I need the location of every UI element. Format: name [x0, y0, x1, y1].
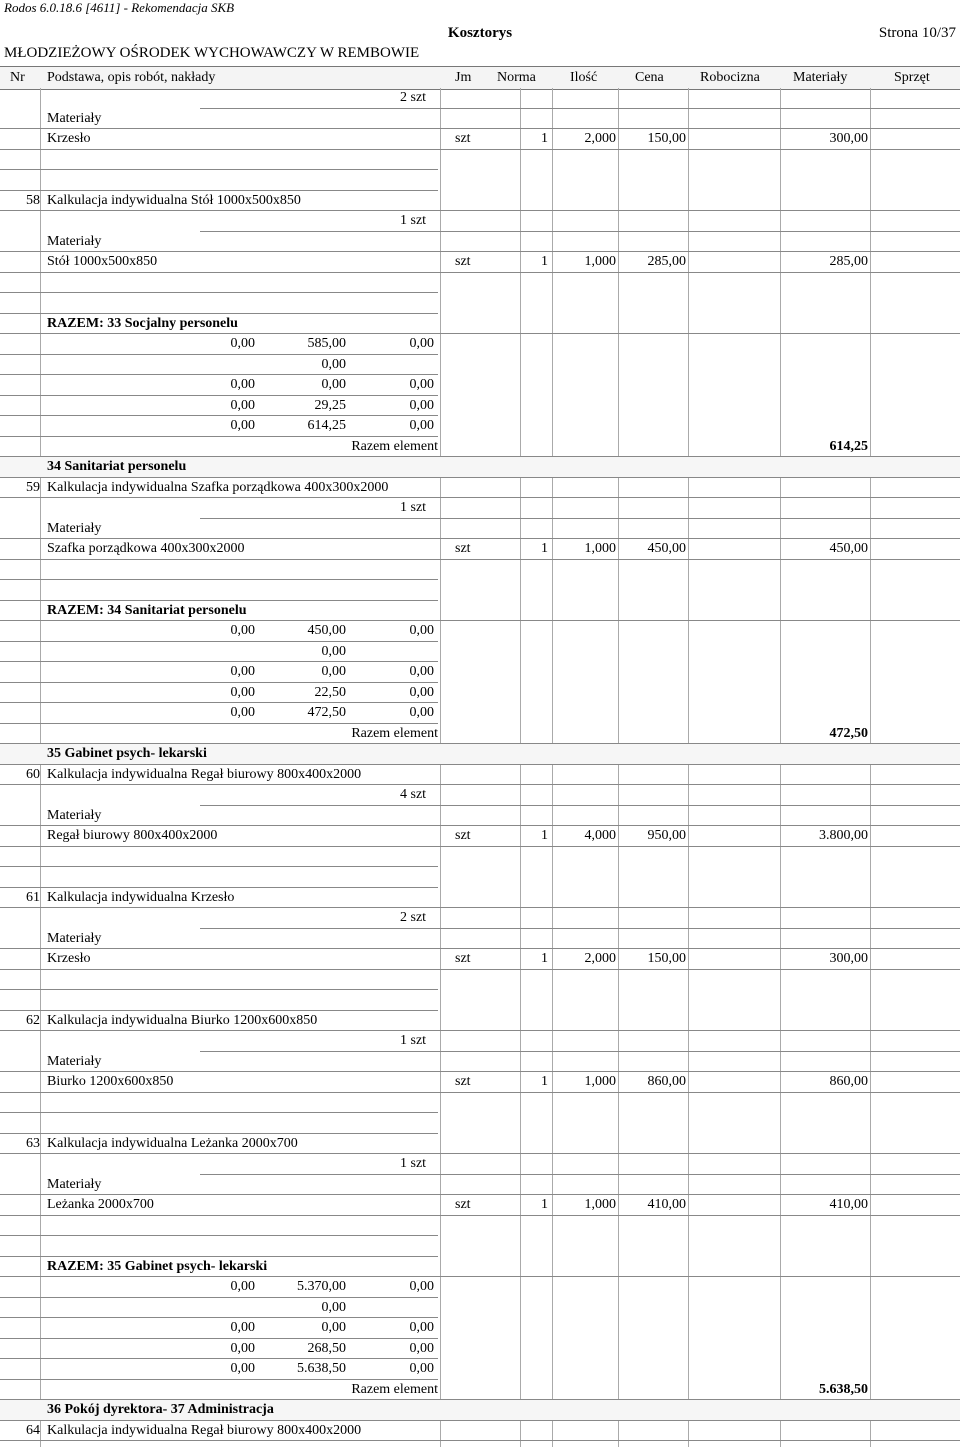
app-header: Rodos 6.0.18.6 [4611] - Rekomendacja SKB [4, 0, 235, 15]
amount: 2,000 [584, 131, 616, 146]
table-row [0, 1400, 960, 1421]
table-row [0, 150, 438, 171]
table-row [0, 293, 438, 314]
col-header-materialy: Materiały [793, 70, 848, 85]
row-description: Materiały [47, 807, 102, 823]
row-description: Kalkulacja indywidualna Leżanka 2000x700 [47, 1135, 298, 1151]
materials-value: 472,50 [829, 725, 868, 741]
equipment-value: 0,00 [409, 1320, 434, 1335]
quantity: 2 szt [400, 90, 427, 105]
equipment-value: 0,00 [409, 1361, 434, 1376]
table-row [0, 949, 960, 970]
materials-value: 0,00 [321, 377, 346, 392]
row-description: RAZEM: 35 Gabinet psych- lekarski [47, 1258, 268, 1274]
table-row [0, 703, 438, 724]
materials-value: 268,50 [307, 1340, 346, 1356]
table-row [0, 1277, 438, 1298]
table-row [0, 1298, 438, 1319]
labour-value: 0,00 [230, 1340, 255, 1356]
table-header [0, 66, 960, 90]
norm: 1 [541, 1197, 548, 1212]
quantity: 2 szt [400, 910, 427, 925]
price: 450,00 [647, 541, 686, 556]
table-row [0, 1113, 438, 1134]
table-row [0, 129, 960, 150]
position-number: 64 [26, 1422, 40, 1438]
table-row [0, 252, 960, 273]
table-row [0, 867, 438, 888]
materials-value: 472,50 [307, 705, 346, 720]
row-description: Stół 1000x500x850 [47, 254, 158, 269]
table-row [0, 806, 960, 827]
materials-value: 0,00 [321, 1299, 346, 1315]
table-row [200, 88, 960, 109]
materials-value: 3.800,00 [819, 828, 868, 843]
labour-value: 0,00 [230, 336, 255, 351]
row-description: Materiały [47, 233, 102, 249]
row-description: Kalkulacja indywidualna Krzesło [47, 889, 235, 905]
table-row [0, 1072, 960, 1093]
col-header-nr: Nr [10, 70, 25, 85]
table-row [0, 191, 960, 212]
materials-value: 300,00 [829, 131, 868, 146]
row-description: Kalkulacja indywidualna Biurko 1200x600x850 [47, 1012, 318, 1028]
table-row [200, 1154, 960, 1175]
table-row [0, 560, 438, 581]
table-row [0, 826, 960, 847]
materials-value: 450,00 [829, 541, 868, 556]
row-description: Kalkulacja indywidualna Stół 1000x500x850 [47, 192, 301, 208]
labour-value: 0,00 [230, 664, 255, 679]
organization-name: MŁODZIEŻOWY OŚRODEK WYCHOWAWCZY W REMBOWIE [4, 45, 420, 61]
equipment-value: 0,00 [409, 418, 434, 433]
equipment-value: 0,00 [409, 705, 434, 720]
amount: 2,000 [584, 951, 616, 966]
amount: 1,000 [584, 1074, 616, 1089]
table-row [0, 970, 438, 991]
table-row [200, 498, 960, 519]
amount: 1,000 [584, 541, 616, 556]
table-row [0, 1195, 960, 1216]
table-row [0, 1421, 960, 1442]
row-description: Krzesło [47, 131, 91, 146]
row-description: RAZEM: 34 Sanitariat personelu [47, 602, 247, 618]
position-number: 58 [26, 192, 40, 208]
price: 950,00 [647, 828, 686, 843]
unit: szt [455, 131, 471, 146]
table-row [0, 1011, 960, 1032]
row-description: Szafka porządkowa 400x300x2000 [47, 541, 245, 556]
unit: szt [455, 1197, 471, 1212]
table-row [0, 1318, 438, 1339]
row-description: Materiały [47, 1053, 102, 1069]
materials-value: 860,00 [829, 1074, 868, 1089]
table-row [0, 1236, 438, 1257]
table-row [0, 1380, 960, 1401]
table-row [0, 744, 960, 765]
materials-value: 285,00 [829, 254, 868, 269]
table-row [0, 765, 960, 786]
norm: 1 [541, 951, 548, 966]
quantity: 1 szt [400, 213, 427, 228]
materials-value: 410,00 [829, 1197, 868, 1212]
table-row [0, 457, 960, 478]
summary-label: Razem element [351, 1381, 438, 1397]
equipment-value: 0,00 [409, 664, 434, 679]
labour-value: 0,00 [230, 418, 255, 433]
equipment-value: 0,00 [409, 623, 434, 638]
norm: 1 [541, 541, 548, 556]
norm: 1 [541, 828, 548, 843]
position-number: 61 [26, 889, 40, 905]
unit: szt [455, 541, 471, 556]
materials-value: 614,25 [307, 418, 346, 433]
page-label: Strona 10/37 [878, 25, 956, 41]
cost-table [0, 88, 960, 1441]
norm: 1 [541, 254, 548, 269]
equipment-value: 0,00 [409, 397, 434, 413]
norm: 1 [541, 1074, 548, 1089]
row-description: Materiały [47, 110, 102, 126]
amount: 1,000 [584, 254, 616, 269]
position-number: 63 [26, 1135, 40, 1151]
materials-value: 5.638,50 [297, 1361, 346, 1376]
summary-label: Razem element [351, 438, 438, 454]
equipment-value: 0,00 [409, 684, 434, 700]
table-row [0, 334, 438, 355]
materials-value: 5.370,00 [297, 1279, 346, 1294]
table-row [0, 1339, 438, 1360]
summary-label: Razem element [351, 725, 438, 741]
col-header-sprzet: Sprzęt [894, 70, 930, 85]
table-row [0, 662, 438, 683]
table-row [0, 1257, 960, 1278]
table-row [0, 990, 438, 1011]
table-row [0, 375, 438, 396]
table-row [0, 601, 960, 622]
materials-value: 614,25 [829, 438, 868, 454]
col-header-ilosc: Ilość [570, 70, 598, 85]
table-row [0, 683, 438, 704]
row-description: Materiały [47, 520, 102, 536]
table-row [0, 929, 960, 950]
table-row [0, 1216, 438, 1237]
table-row [0, 1359, 438, 1380]
materials-value: 0,00 [321, 356, 346, 372]
labour-value: 0,00 [230, 1361, 255, 1376]
labour-value: 0,00 [230, 377, 255, 392]
table-row [0, 580, 438, 601]
labour-value: 0,00 [230, 684, 255, 700]
table-row [0, 519, 960, 540]
amount: 1,000 [584, 1197, 616, 1212]
table-row [0, 437, 960, 458]
price: 285,00 [647, 254, 686, 269]
row-description: Materiały [47, 930, 102, 946]
table-row [200, 1031, 960, 1052]
unit: szt [455, 254, 471, 269]
table-row [200, 211, 960, 232]
table-row [0, 539, 960, 560]
amount: 4,000 [584, 828, 616, 843]
price: 150,00 [647, 131, 686, 146]
table-row [0, 273, 438, 294]
col-header-cena: Cena [635, 70, 664, 85]
table-row [0, 1134, 960, 1155]
table-row [0, 1093, 438, 1114]
position-number: 62 [26, 1012, 40, 1028]
row-description: 34 Sanitariat personelu [47, 459, 187, 474]
row-description: Biurko 1200x600x850 [47, 1074, 174, 1089]
table-row [0, 416, 438, 437]
col-header-robocizna: Robocizna [700, 70, 760, 85]
row-description: Kalkulacja indywidualna Szafka porządkowa 400x300x2000 [47, 479, 389, 495]
materials-value: 300,00 [829, 951, 868, 966]
col-header-norma: Norma [497, 70, 536, 85]
col-header-description: Podstawa, opis robót, nakłady [47, 70, 216, 85]
table-row [0, 109, 960, 130]
table-row [0, 621, 438, 642]
row-description: Kalkulacja indywidualna Regał biurowy 800x400x2000 [47, 766, 362, 782]
quantity: 1 szt [400, 1156, 427, 1171]
unit: szt [455, 951, 471, 966]
materials-value: 450,00 [307, 623, 346, 638]
table-row [0, 396, 438, 417]
table-row [0, 642, 438, 663]
equipment-value: 0,00 [409, 336, 434, 351]
price: 860,00 [647, 1074, 686, 1089]
table-row [200, 908, 960, 929]
materials-value: 0,00 [321, 1320, 346, 1335]
col-header-jm: Jm [455, 70, 472, 85]
row-description: 36 Pokój dyrektora- 37 Administracja [47, 1402, 274, 1417]
materials-value: 5.638,50 [819, 1381, 868, 1397]
materials-value: 22,50 [314, 684, 346, 700]
table-row [0, 355, 438, 376]
price: 150,00 [647, 951, 686, 966]
quantity: 1 szt [400, 1033, 427, 1048]
materials-value: 585,00 [307, 336, 346, 351]
table-row [0, 847, 438, 868]
labour-value: 0,00 [230, 705, 255, 720]
position-number: 59 [26, 479, 40, 495]
price: 410,00 [647, 1197, 686, 1212]
labour-value: 0,00 [230, 623, 255, 638]
table-row [0, 724, 960, 745]
row-description: 35 Gabinet psych- lekarski [47, 746, 207, 761]
row-description: Krzesło [47, 951, 91, 966]
position-number: 60 [26, 766, 40, 782]
materials-value: 0,00 [321, 664, 346, 679]
table-row [0, 1175, 960, 1196]
equipment-value: 0,00 [409, 1279, 434, 1294]
table-row [0, 232, 960, 253]
document-title: Kosztorys [447, 25, 513, 41]
row-description: Materiały [47, 1176, 102, 1192]
norm: 1 [541, 131, 548, 146]
table-row [200, 785, 960, 806]
table-row [0, 314, 960, 335]
labour-value: 0,00 [230, 1320, 255, 1335]
equipment-value: 0,00 [409, 1340, 434, 1356]
table-row [0, 170, 438, 191]
row-description: Kalkulacja indywidualna Regał biurowy 800x400x2000 [47, 1422, 362, 1438]
row-description: Leżanka 2000x700 [47, 1197, 154, 1212]
table-row [0, 1052, 960, 1073]
materials-value: 29,25 [314, 397, 346, 413]
materials-value: 0,00 [321, 643, 346, 659]
row-description: RAZEM: 33 Socjalny personelu [47, 315, 238, 331]
row-description: Regał biurowy 800x400x2000 [47, 828, 218, 843]
quantity: 4 szt [400, 787, 427, 802]
equipment-value: 0,00 [409, 377, 434, 392]
table-row [0, 888, 960, 909]
labour-value: 0,00 [230, 397, 255, 413]
quantity: 1 szt [400, 500, 427, 515]
table-row [0, 478, 960, 499]
unit: szt [455, 1074, 471, 1089]
labour-value: 0,00 [230, 1279, 255, 1294]
unit: szt [455, 828, 471, 843]
